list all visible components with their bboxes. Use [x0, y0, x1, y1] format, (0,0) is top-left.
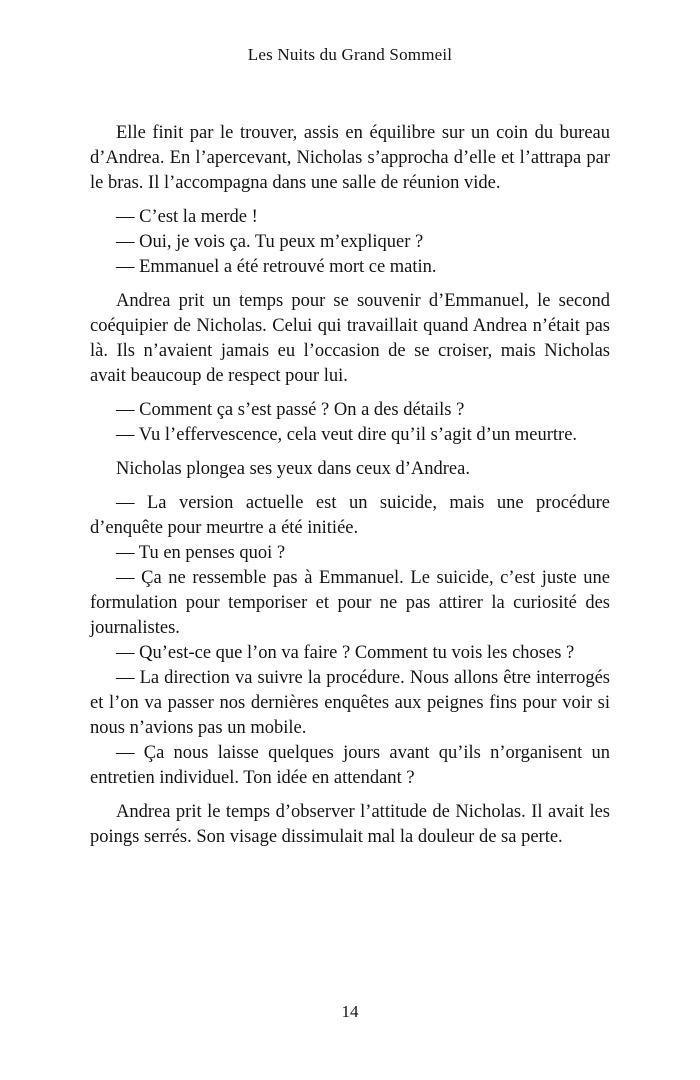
narrative-paragraph: Elle finit par le trouver, assis en équilibre sur un coin du bureau d’Andrea. En l’apercevant, Nicholas s’approcha d’elle et l’attrapa par le bras. Il l’accompagna dans une salle de réunion vide.: [90, 123, 610, 193]
page-body: [90, 121, 610, 850]
narrative-paragraph: Andrea prit un temps pour se souvenir d’Emmanuel, le second coéquipier de Nicholas. Celui qui travaillait quand Andrea n’était pas là. Ils n’avaient jamais eu l’occasion de se croiser, mais Nicholas avait beaucoup de respect pour lui.: [90, 291, 610, 386]
dialogue-line: — Comment ça s’est passé ? On a des détails ?: [116, 400, 465, 420]
dialogue-line: — Oui, je vois ça. Tu peux m’expliquer ?: [116, 232, 424, 252]
dialogue-line: — La version actuelle est un suicide, mais une procédure d’enquête pour meurtre a été initiée.: [90, 493, 610, 538]
narrative-paragraph: Nicholas plongea ses yeux dans ceux d’Andrea.: [116, 459, 470, 479]
dialogue-line: — Ça ne ressemble pas à Emmanuel. Le suicide, c’est juste une formulation pour temporiser et pour ne pas attirer la curiosité des journalistes.: [90, 568, 610, 638]
dialogue-line: — C’est la merde !: [116, 207, 258, 227]
narrative-paragraph: Andrea prit le temps d’observer l’attitude de Nicholas. Il avait les poings serrés. Son visage dissimulait mal la douleur de sa perte.: [90, 802, 610, 847]
page-number: 14: [341, 1002, 359, 1021]
dialogue-line: — Tu en penses quoi ?: [116, 543, 286, 563]
dialogue-line: — La direction va suivre la procédure. Nous allons être interrogés et l’on va passer nos dernières enquêtes aux peignes fins pour voir si nous n’avions pas un mobile.: [90, 668, 610, 738]
dialogue-line: — Emmanuel a été retrouvé mort ce matin.: [116, 257, 437, 277]
dialogue-line: — Ça nous laisse quelques jours avant qu’ils n’organisent un entretien individuel. Ton idée en attendant ?: [90, 743, 610, 788]
dialogue-line: — Qu’est-ce que l’on va faire ? Comment tu vois les choses ?: [116, 643, 575, 663]
dialogue-line: — Vu l’effervescence, cela veut dire qu’il s’agit d’un meurtre.: [116, 425, 578, 445]
running-header-title: Les Nuits du Grand Sommeil: [247, 45, 453, 64]
